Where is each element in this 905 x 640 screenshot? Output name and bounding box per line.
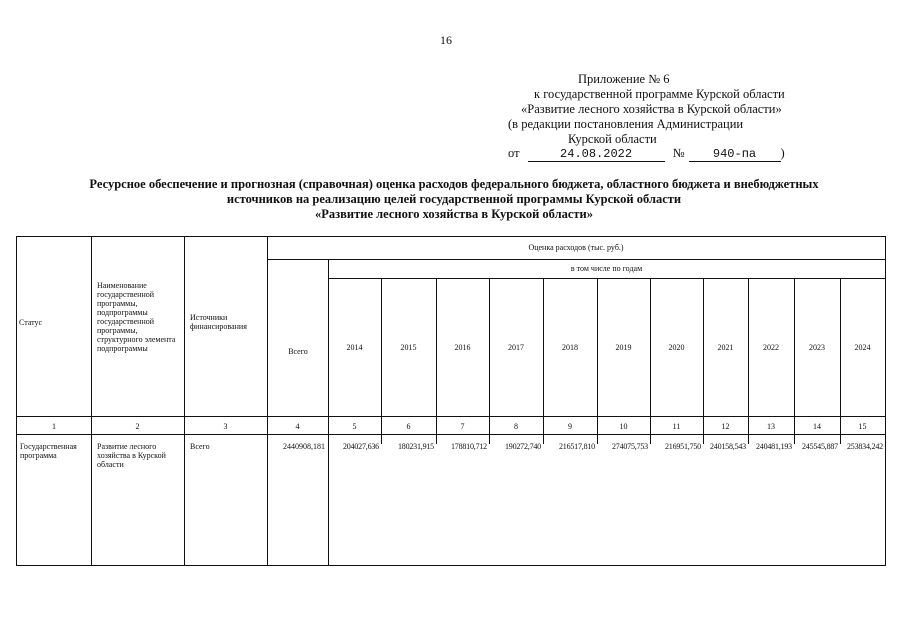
header-name: Наименование государственной программы, подпрограммы государственной программы, структурного элемента подпрограммы [97, 281, 176, 353]
column-number: 15 [858, 422, 867, 431]
grid-line [184, 237, 185, 565]
column-number: 7 [460, 422, 465, 431]
row-year-value: 190272,740 [504, 442, 541, 451]
row-year-value: 240481,193 [755, 442, 792, 451]
header-year: 2016 [454, 343, 471, 352]
resource-table [16, 236, 886, 566]
grid-line [328, 278, 885, 279]
title-line-1: Ресурсное обеспечение и прогнозная (справочная) оценка расходов федерального бюджета, областного бюджета и внебюджетных [89, 177, 819, 191]
column-number: 8 [514, 422, 518, 431]
grid-line [703, 278, 704, 444]
appendix-line-5: Курской области [568, 132, 657, 146]
grid-line [489, 278, 490, 444]
column-number: 4 [295, 422, 300, 431]
header-year: 2015 [400, 343, 417, 352]
page-number: 16 [440, 33, 452, 47]
column-number: 11 [672, 422, 681, 431]
document-title [30, 177, 878, 222]
header-by-years: в том числе по годам [570, 264, 643, 273]
row-year-value: 178810,712 [450, 442, 487, 451]
from-label: от [508, 146, 520, 160]
grid-line [328, 259, 329, 565]
header-year: 2021 [717, 343, 734, 352]
appendix-line-1: Приложение № 6 [578, 72, 670, 86]
row-year-value: 180231,915 [397, 442, 434, 451]
grid-line [543, 278, 544, 444]
grid-line [840, 278, 841, 444]
decree-date-line [508, 146, 785, 162]
grid-line [597, 278, 598, 444]
grid-line [794, 278, 795, 444]
row-total: 2440908,181 [283, 442, 325, 451]
title-line-2: источников на реализацию целей государственной программы Курской области [226, 192, 682, 206]
header-year: 2020 [668, 343, 685, 352]
header-year: 2014 [346, 343, 363, 352]
title-line-3: «Развитие лесного хозяйства в Курской области» [315, 207, 593, 221]
grid-line [381, 278, 382, 444]
header-year: 2017 [508, 343, 524, 352]
row-name: Развитие лесного хозяйства в Курской области [97, 442, 166, 469]
column-number: 10 [619, 422, 628, 431]
row-status: Государственная программа [20, 442, 77, 460]
row-year-value: 216951,750 [664, 442, 701, 451]
column-number: 2 [135, 422, 140, 431]
row-source: Всего [190, 442, 210, 451]
grid-line [91, 237, 92, 565]
decree-date: 24.08.2022 [528, 147, 665, 162]
appendix-line-2: к государственной программе Курской области [534, 87, 785, 101]
grid-line [650, 278, 651, 444]
header-year: 2018 [562, 343, 578, 352]
column-number: 5 [352, 422, 357, 431]
column-number: 6 [406, 422, 411, 431]
number-label: № [672, 146, 685, 160]
grid-line [17, 434, 885, 435]
grid-line [436, 278, 437, 444]
grid-line [17, 416, 885, 417]
decree-number: 940-па [689, 147, 781, 162]
column-number: 12 [721, 422, 730, 431]
header-status: Статус [19, 318, 43, 327]
row-year-value: 204027,636 [342, 442, 379, 451]
header-total: Всего [288, 347, 308, 356]
row-year-value: 216517,810 [558, 442, 595, 451]
column-number: 1 [52, 422, 56, 431]
appendix-line-3: «Развитие лесного хозяйства в Курской области» [521, 102, 782, 116]
close-paren: ) [780, 146, 785, 160]
grid-line [748, 278, 749, 444]
row-year-value: 253834,242 [846, 442, 883, 451]
row-year-value: 245545,887 [801, 442, 838, 451]
header-sources: Источники финансирования [190, 313, 247, 331]
row-year-value: 274075,753 [611, 442, 648, 451]
header-year: 2022 [763, 343, 779, 352]
column-number: 3 [223, 422, 228, 431]
header-year: 2019 [615, 343, 632, 352]
header-year: 2023 [809, 343, 825, 352]
row-year-value: 240158,543 [709, 442, 746, 451]
column-number: 14 [813, 422, 821, 431]
appendix-line-4: (в редакции постановления Администрации [508, 117, 744, 131]
header-estimate: Оценка расходов (тыс. руб.) [528, 243, 624, 252]
grid-line [267, 237, 268, 565]
header-year: 2024 [854, 343, 871, 352]
column-number: 13 [767, 422, 775, 431]
grid-line [267, 259, 885, 260]
column-number: 9 [568, 422, 572, 431]
